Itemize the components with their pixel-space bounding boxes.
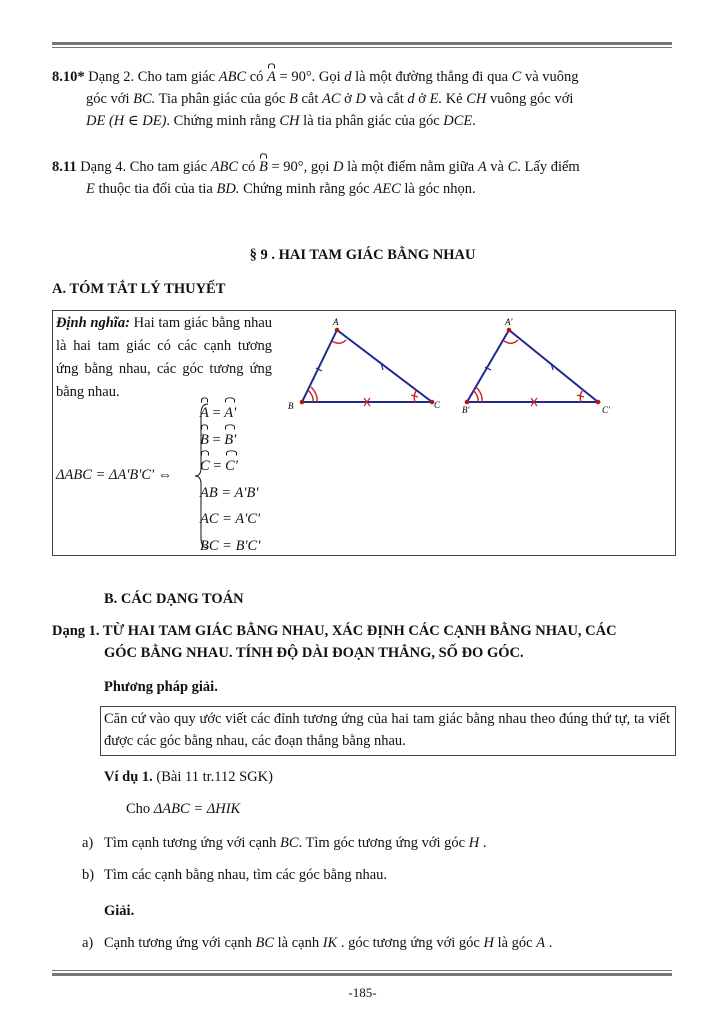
angle-hat: A	[267, 66, 276, 88]
label-a-prime: A'	[505, 317, 513, 327]
angle-equality-c: C = C'	[200, 453, 260, 480]
definition-lhs: ΔABC = ΔA'B'C' ⇔	[56, 467, 173, 483]
exercise-label: 8.10*	[52, 69, 85, 85]
angle-arc-a-prime	[504, 340, 518, 343]
method-title: Phương pháp giải.	[104, 679, 218, 695]
question-a: a) Tìm cạnh tương ứng với cạnh BC. Tìm góc tương ứng với góc H .	[82, 835, 487, 851]
angle-arc-a	[332, 340, 346, 343]
vertex-c-prime	[596, 400, 601, 405]
dang-1-title: Dạng 1. TỪ HAI TAM GIÁC BẰNG NHAU, XÁC ĐỊNH CÁC CẠNH BẰNG NHAU, CÁC GÓC BẰNG NHAU. TÍNH ĐỘ DÀI ĐOẠN THẲNG, SỐ ĐO GÓC.	[52, 623, 617, 661]
part-a-title: A. TÓM TẮT LÝ THUYẾT	[52, 281, 226, 297]
label-b-prime: B'	[462, 405, 470, 415]
exercise-8-10: 8.10* Dạng 2. Cho tam giác ABC có A = 90°. Gọi d là một đường thẳng đi qua C và vuông góc với BC. Tia phân giác của góc B cắt AC ở D và cắt d ở E. Kẻ CH vuông góc với DE (H ∈ DE). Chứng minh rằng CH là tia phân giác của góc DCE.	[52, 66, 674, 132]
angle-hat: B	[259, 156, 268, 178]
method-text: Căn cứ vào quy ước viết các đỉnh tương ứng của hai tam giác bằng nhau theo đúng thứ tự, ta viết được các góc bằng nhau, các đoạn thẳng bằng nhau.	[104, 711, 670, 749]
angle-equality-b: B = B'	[200, 427, 260, 454]
angle-equality-a: A = A'	[200, 400, 260, 427]
vertex-a	[335, 328, 340, 333]
side-equality-ac: AC = A'C'	[200, 511, 261, 527]
label-a: A	[333, 317, 339, 327]
page-number: -185-	[348, 985, 377, 1000]
part-b-title: B. CÁC DẠNG TOÁN	[104, 591, 244, 607]
footer-rule-thick	[52, 973, 672, 976]
header-rule-thick	[52, 42, 672, 45]
section-title: § 9 . HAI TAM GIÁC BẰNG NHAU	[249, 247, 476, 263]
triangle-a-b-c-prime	[462, 317, 611, 415]
vertex-b-prime	[465, 400, 470, 405]
example-1-given: Cho ΔABC = ΔHIK	[126, 801, 241, 817]
solution-a: a) Cạnh tương ứng với cạnh BC là cạnh IK . góc tương ứng với góc H là góc A .	[82, 935, 553, 951]
triangles-figure	[280, 316, 660, 426]
definition-term: Định nghĩa:	[56, 315, 130, 331]
vertex-a-prime	[507, 328, 512, 333]
question-b: b) Tìm các cạnh bằng nhau, tìm các góc bằng nhau.	[82, 867, 388, 883]
label-c-prime: C'	[602, 405, 610, 415]
exercise-label: 8.11	[52, 159, 77, 175]
angle-arc-b	[308, 390, 313, 402]
equality-system	[200, 400, 260, 559]
side-equality-bc: BC = B'C'	[200, 537, 261, 554]
footer-rule-thin	[52, 970, 672, 971]
triangle-abc-edges	[302, 330, 432, 402]
label-b: B	[288, 401, 294, 411]
header-rule-thin	[52, 47, 672, 48]
triangle-abc	[288, 317, 441, 411]
triangle-prime-edges	[467, 330, 598, 402]
label-c: C	[434, 400, 441, 410]
definition-text: Định nghĩa: Hai tam giác bằng nhau là hai tam giác có các cạnh tương ứng bằng nhau, các góc tương ứng bằng nhau.	[56, 315, 272, 400]
exercise-8-11: 8.11 Dạng 4. Cho tam giác ABC có B = 90°, gọi D là một điểm nằm giữa A và C. Lấy điểm E thuộc tia đối của tia BD. Chứng minh rằng góc AEC là góc nhọn.	[52, 156, 674, 200]
solution-title: Giải.	[104, 903, 135, 919]
angle-arc-b-prime	[473, 390, 478, 402]
example-1-header: Ví dụ 1. (Bài 11 tr.112 SGK)	[104, 769, 273, 785]
vertex-b	[300, 400, 305, 405]
side-equality-ab: AB = A'B'	[200, 484, 259, 501]
